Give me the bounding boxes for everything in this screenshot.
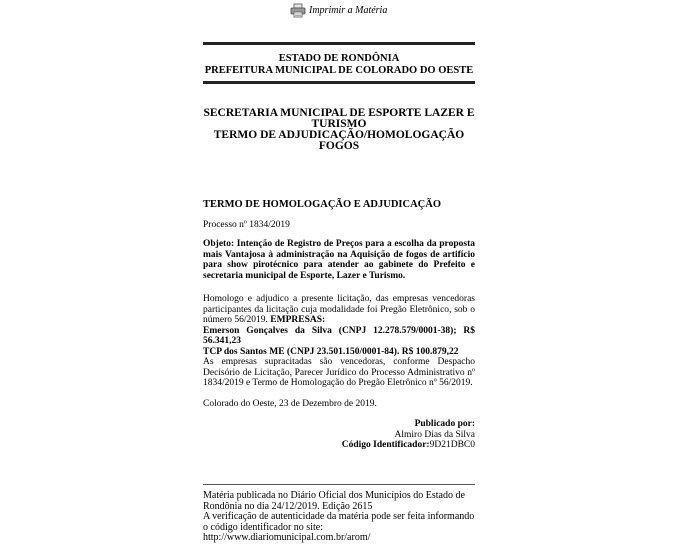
publication-info: Matéria publicada no Diário Oficial dos Municípios do Estado de Rondônia no dia 24/12/2019. Edição 2615	[203, 490, 465, 512]
code-label: Código Identificador:	[341, 440, 430, 450]
signature-block	[203, 419, 475, 451]
municipality-name: PREFEITURA MUNICIPAL DE COLORADO DO OESTE	[204, 65, 474, 76]
published-label: Publicado por:	[414, 419, 475, 429]
document-header	[203, 42, 475, 84]
process-number: Processo nº 1834/2019	[203, 219, 290, 230]
company-1: Emerson Gonçalves da Silva (CNPJ 12.278.579/0001-38); R$ 56.341,23	[203, 325, 475, 346]
footer-divider	[203, 484, 475, 485]
verification-info: A verificação de autenticidade da matéria pode ser feita informando o código identificador no site:	[203, 511, 475, 533]
remarks-text: As empresas supracitadas são vencedoras, conforme Despacho Decisório de Licitação, Parecer Jurídico do Processo Administrativo nº 1834/2019 e Termo de Homologação do Pregão Eletrônico nº 56/2019.	[203, 357, 475, 388]
homologation-text: Homologo e adjudico a presente licitação, das empresas vencedoras participantes da licitação cuja modalidade foi Pregão Eletrônico, sob o número 56/2019.	[203, 294, 475, 325]
secretariat-name: SECRETARIA MUNICIPAL DE ESPORTE LAZER E TURISMO	[203, 107, 475, 130]
document-heading: TERMO DE HOMOLOGAÇÃO E ADJUDICAÇÃO	[203, 199, 442, 210]
publication-footer	[203, 491, 475, 544]
print-toolbar	[290, 2, 387, 18]
objeto-paragraph: Objeto: Intenção de Registro de Preços para a escolha da proposta mais Vantajosa à administração na Aquisição de fogos de artifício para show pirotécnico para atender ao gabinete do Prefeito e secretaria municipal de Esporte, Lazer e Turismo.	[203, 239, 475, 281]
identifier-code: 9D21DBC0	[429, 440, 475, 450]
companies-label: EMPRESAS:	[270, 315, 326, 325]
state-name: ESTADO DE RONDÔNIA	[278, 53, 400, 64]
date-place: Colorado do Oeste, 23 de Dezembro de 2019.	[203, 398, 377, 409]
publisher-name: Almiro Dias da Silva	[394, 429, 475, 440]
printer-icon[interactable]	[290, 3, 306, 18]
verification-link[interactable]: http://www.diariomunicipal.com.br/arom/	[203, 532, 371, 543]
identifier-row	[203, 440, 475, 451]
section-title	[203, 108, 475, 152]
company-2: TCP dos Santos ME (CNPJ 23.501.150/0001-84). R$ 100.879,22	[203, 346, 459, 357]
homologation-paragraph	[203, 294, 475, 389]
print-link[interactable]: Imprimir a Matéria	[309, 4, 388, 16]
document-body	[203, 200, 475, 451]
term-title: TERMO DE ADJUDICAÇÃO/HOMOLOGAÇÃO FOGOS	[213, 129, 465, 152]
